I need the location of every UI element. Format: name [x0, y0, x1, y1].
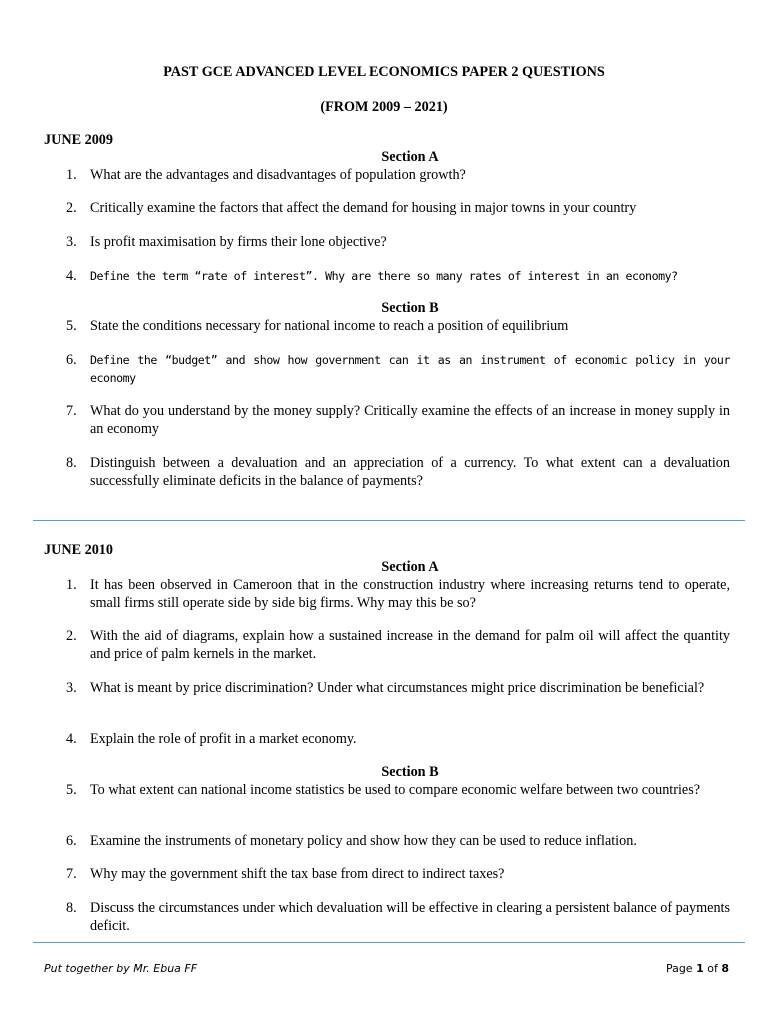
question-item [66, 680, 730, 698]
document-date-range: (FROM 2009 – 2021) [320, 99, 448, 115]
page-number [666, 960, 729, 978]
question-text: Distinguish between a devaluation and an appreciation of a currency. To what extent can a devaluation successfully eliminate deficits in the balance of payments? [90, 455, 730, 489]
question-number: 6. [66, 352, 77, 368]
question-number: 1. [66, 167, 77, 183]
question-text: What is meant by price discrimination? Under what circumstances might price discrimination be beneficial? [90, 680, 705, 696]
question-text: Define the term “rate of interest”. Why are there so many rates of interest in an economy? [90, 269, 678, 283]
year-heading: JUNE 2010 [44, 542, 113, 558]
question-item [66, 577, 730, 612]
page-total: 8 [721, 962, 729, 975]
question-text: Critically examine the factors that affect the demand for housing in major towns in your country [90, 200, 637, 216]
question-item [66, 268, 730, 286]
question-text: What do you understand by the money supply? Critically examine the effects of an increase in money supply in an economy [90, 403, 730, 437]
question-text: Examine the instruments of monetary policy and show how they can be used to reduce inflation. [90, 833, 637, 849]
question-item [66, 352, 730, 387]
question-number: 7. [66, 403, 77, 419]
section-divider [33, 520, 745, 521]
question-item [66, 833, 730, 851]
question-number: 2. [66, 200, 77, 216]
question-item [66, 628, 730, 663]
question-item [66, 731, 730, 749]
section-heading: Section A [381, 149, 439, 165]
question-text: It has been observed in Cameroon that in the construction industry where increasing returns tend to operate, small firms still operate side by side big firms. Why may this be so? [90, 577, 730, 611]
section-heading: Section A [381, 559, 439, 575]
question-text: Explain the role of profit in a market economy. [90, 731, 357, 747]
question-text: State the conditions necessary for national income to reach a position of equilibrium [90, 318, 569, 334]
question-text: To what extent can national income statistics be used to compare economic welfare between two countries? [90, 782, 701, 798]
question-item [66, 866, 730, 884]
year-heading: JUNE 2009 [44, 132, 113, 148]
question-item [66, 234, 730, 252]
question-number: 4. [66, 268, 77, 284]
question-text: Is profit maximisation by firms their lone objective? [90, 234, 387, 250]
page-of: of [707, 962, 718, 975]
question-number: 3. [66, 234, 77, 250]
page-current: 1 [696, 962, 704, 975]
question-text: What are the advantages and disadvantages of population growth? [90, 167, 466, 183]
footer-author: Put together by Mr. Ebua FF [44, 962, 198, 975]
question-number: 5. [66, 318, 77, 334]
question-number: 7. [66, 866, 77, 882]
question-number: 1. [66, 577, 77, 593]
question-item [66, 200, 730, 218]
question-number: 5. [66, 782, 77, 798]
question-text: Define the “budget” and show how government can it as an instrument of economic policy in your economy [90, 353, 730, 385]
document-title: PAST GCE ADVANCED LEVEL ECONOMICS PAPER 2 QUESTIONS [163, 64, 605, 80]
question-text: Why may the government shift the tax base from direct to indirect taxes? [90, 866, 505, 882]
question-text: With the aid of diagrams, explain how a sustained increase in the demand for palm oil will affect the quantity and price of palm kernels in the market. [90, 628, 730, 662]
question-text: Discuss the circumstances under which devaluation will be effective in clearing a persistent balance of payments deficit. [90, 900, 730, 934]
question-number: 4. [66, 731, 77, 747]
question-number: 8. [66, 900, 77, 916]
question-item [66, 900, 730, 935]
section-heading: Section B [381, 764, 439, 780]
question-item [66, 782, 730, 800]
page-prefix: Page [665, 962, 693, 975]
question-item [66, 403, 730, 438]
question-number: 3. [66, 680, 77, 696]
question-number: 2. [66, 628, 77, 644]
footer-divider [33, 942, 745, 943]
question-item [66, 167, 730, 185]
question-item [66, 318, 730, 336]
question-number: 6. [66, 833, 77, 849]
question-number: 8. [66, 455, 77, 471]
question-item [66, 455, 730, 490]
section-heading: Section B [381, 300, 439, 316]
